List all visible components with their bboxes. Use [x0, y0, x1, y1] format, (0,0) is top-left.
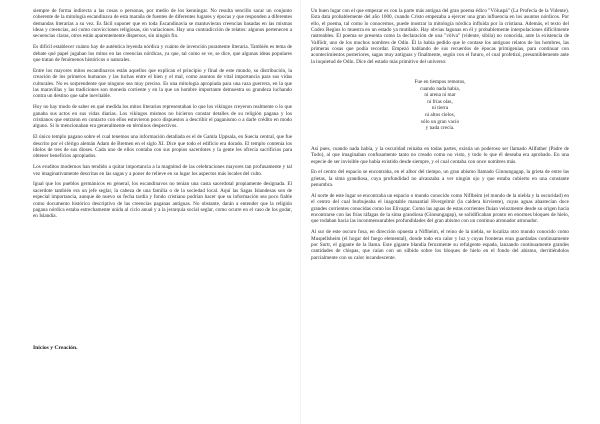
paragraph: Igual que los pueblos germánicos en general, los escandinavos no tenían una casta sacerdotal propiamente designada. El sacerdote también era un jefe seglar, la cabeza de una familia o de la sociedad local. Aquí las Sagas Islandesas son de especial importancia, aunque de nuevo su fecha tardía y fondo cristiano podrían hacer que su información sea poco fiable como documento histórico descriptivo de las creencias paganas antiguas. No obstante, darán a entender que la religión pagana nórdica estaba estrechamente unida al ciclo anual y a la jerarquía social seglar, como ocurre en el caso de los godar, en Islandia.: [33, 181, 292, 220]
paragraph: En el centro del espacio se encontraba, en el albor del tiempo, un gran abismo llamado Ginnungagap, la grieta de entre las grietas, la sima grandiosa, cuya profundidad no alcanzaba a ver ningún ojo y que estaba cubierto en una constante penumbra.: [311, 169, 569, 189]
verse-line: cuando nada había,: [420, 85, 460, 92]
paragraph: Hoy no hay modo de saber en qué medida los mitos literarios representaban lo que los vikingos creyeron realmente o lo que ganaba sus actos en sus vidas diarias. Los vikingos mismos no hicieron constar detalles de su religión pagana y los cristianos que entraron en contacto con ellos estuvieron poco dispuestos a describir el paganismo o a darle crédito en modo alguno. Si lo mencionaban era generalmente en términos despectivos.: [33, 104, 292, 130]
paragraph: El único templo pagano sobre el cual tenemos una información detallada es el de Gamla Uppsala, en Suecia central, que fue descrito por el clérigo alemán Adam de Bremen en el siglo XI. Dice que todo el edificio era dorado. El templo contenía los ídolos de tres de sus dioses. Cada uno de ellos contaba con sus propios sacerdotes y la gente les ofrecía sacrificios para obtener beneficios apropiados.: [33, 134, 292, 160]
paragraph: Los eruditos modernos han tendido a quitar importancia a la magnitud de las celebraciones mayores tan profusamente y tal vez imaginativamente descritas en las sagas y a poner de relieve en su lugar los aspectos más locales del culto.: [33, 164, 292, 177]
section-heading: Inicios y Creación.: [33, 345, 78, 351]
verse-line: sólo un gran vacío: [420, 118, 460, 125]
verse-line: ni altos cielos,: [425, 112, 455, 119]
paragraph: Al norte de este lugar se encontraba un espacio o mundo conocido como Niflheim (el mundo de la niebla y la oscuridad) en el centro del cual burbujeaba el inagotable manantial Hvergelmir (la caldera hirviente), cuyas aguas abastecían doce grandes corrientes conocidas como los Elivagar. Como las aguas de estas corrientes fluían velozmente desde su origen hacia encontrarse con las frías ráfagas de la sima grandiosa (Ginnungagap), se solidificaban pronto en enormes bloques de hielo, que rodaban hacia las inconmensurables profundidades del gran abismo con un continuo atronador atronador.: [311, 193, 569, 225]
poem-verse: [311, 79, 569, 132]
paragraph: Al sur de este oscuro fosa, en dirección opuesta a Niflheim, el reino de la niebla, se localiza otro mundo conocido como Muspellsheim (el hogar del fuego elemental), donde todo era calor y luz y cuyas fronteras eran guardadas continuamente por Surtr, el gigante de la llama. Este gigante blandía ferozmente su refulgente espada, lanzando continuamente grandes cantidades de chispas, que caían con un silbido sobre los bloques de hielo en el fondo del abismo, derritiéndolos parcialmente con su calor incandescente.: [311, 229, 569, 261]
verse-line: ni arena ni mar: [424, 92, 456, 99]
page-gutter: [300, 0, 301, 424]
verse-line: ni tierra: [431, 105, 449, 112]
right-page-text: [311, 8, 569, 266]
left-page-text: [33, 8, 292, 224]
paragraph: Es difícil establecer cuánto hay de auténtica leyenda nórdica y cuánto de invención puramente literaria. También es tema de debate qué papel jugaban los mitos en las creencias nórdicas, ya que, tal como se ve, se dice, que algunas ideas populares que tratan de fenómenos históricos o naturales.: [33, 44, 292, 63]
verse-line: y nada crecía.: [425, 125, 455, 132]
verse-line: ni frías olas,: [427, 98, 453, 105]
paragraph: Un buen lugar con el que empezar es con la parte más antigua del gran poema édico "Völuspá" (La Profecía de la Vidente). Esta data probablemente del año 1000, cuando Cristo empezaba a ejercer una gran influencia en los asuntos nórdicos. Por ello, el poema, tal como lo conocemos, puede mostrar la mitología nórdica influida por la cristiana. Además, el texto del Codex Regius lo muestra en un estado ya mutilado. Hay obvias lagunas en él y probablemente interpolaciones difícilmente rastreables. El poema se presenta como la declaración de una "völva" (vidente, sibila) no conocida, ante la existencia de Valfödr, uno de los muchos nombres de Odín. Él la había pedido que le contase los antiguos relatos de los hombres, las primeras cosas que podía recordar. Empezó hablando de sus recuerdos de épocas primigenias, para continuar con acontecimientos posteriores, sagas muy antiguas y finalmente, según con el futuro, el cual profetizó, presumiblemente ante la inquietud de Odín. Dice del estado más primitivo del universo:: [311, 8, 569, 65]
paragraph: siempre de forma indirecta a las cosas o personas, por medio de los kenningar. No resulta sencillo sacar un conjunto coherente de la mitología escandinava de esta maraña de fuentes de diferentes lugares y épocas y que responden a diferentes demandas literarias a su vez. Es fácil suponer que en toda Escandinavia se mantuvieran creencias basadas en las mismas ideas y creencias, así como convicciones religiosas, sin variaciones. Hay una contradicción de relatos: algunos pertenecen a secuencias claras, otros están aparentemente dispersos, sin ningún fin.: [33, 8, 292, 40]
verse-line: Fue en tiempos remotos,: [414, 79, 466, 86]
paragraph: Entre los mayores mitos escandinavos están aquellos que explican el principio y final de este mundo, su distribución, la creación de los primeros humanos y las luchas entre el bien y el mal, como asuntos de vital importancia para sus vidas culturales. No es sorprendente que ninguno sea muy preciso. Es una mitología apropiada para una raza guerrera, en la que las maravillas y las tradiciones son moneda corriente y en la que un hombre importante demuestra su grandeza luchando contra un destino que sabe inevitable.: [33, 67, 292, 100]
paragraph: Así pues, cuando nada había, y la oscuridad reinaba en todas partes, existía un poderoso ser llamado Allfather (Padre de Todo), al que imaginaban confusamente tanto no creado como no visto, y todo lo que él deseaba era aprobado. En una especie de ser invisible que había existido desde siempre, y el cual contaba con once nombres más.: [311, 145, 569, 165]
